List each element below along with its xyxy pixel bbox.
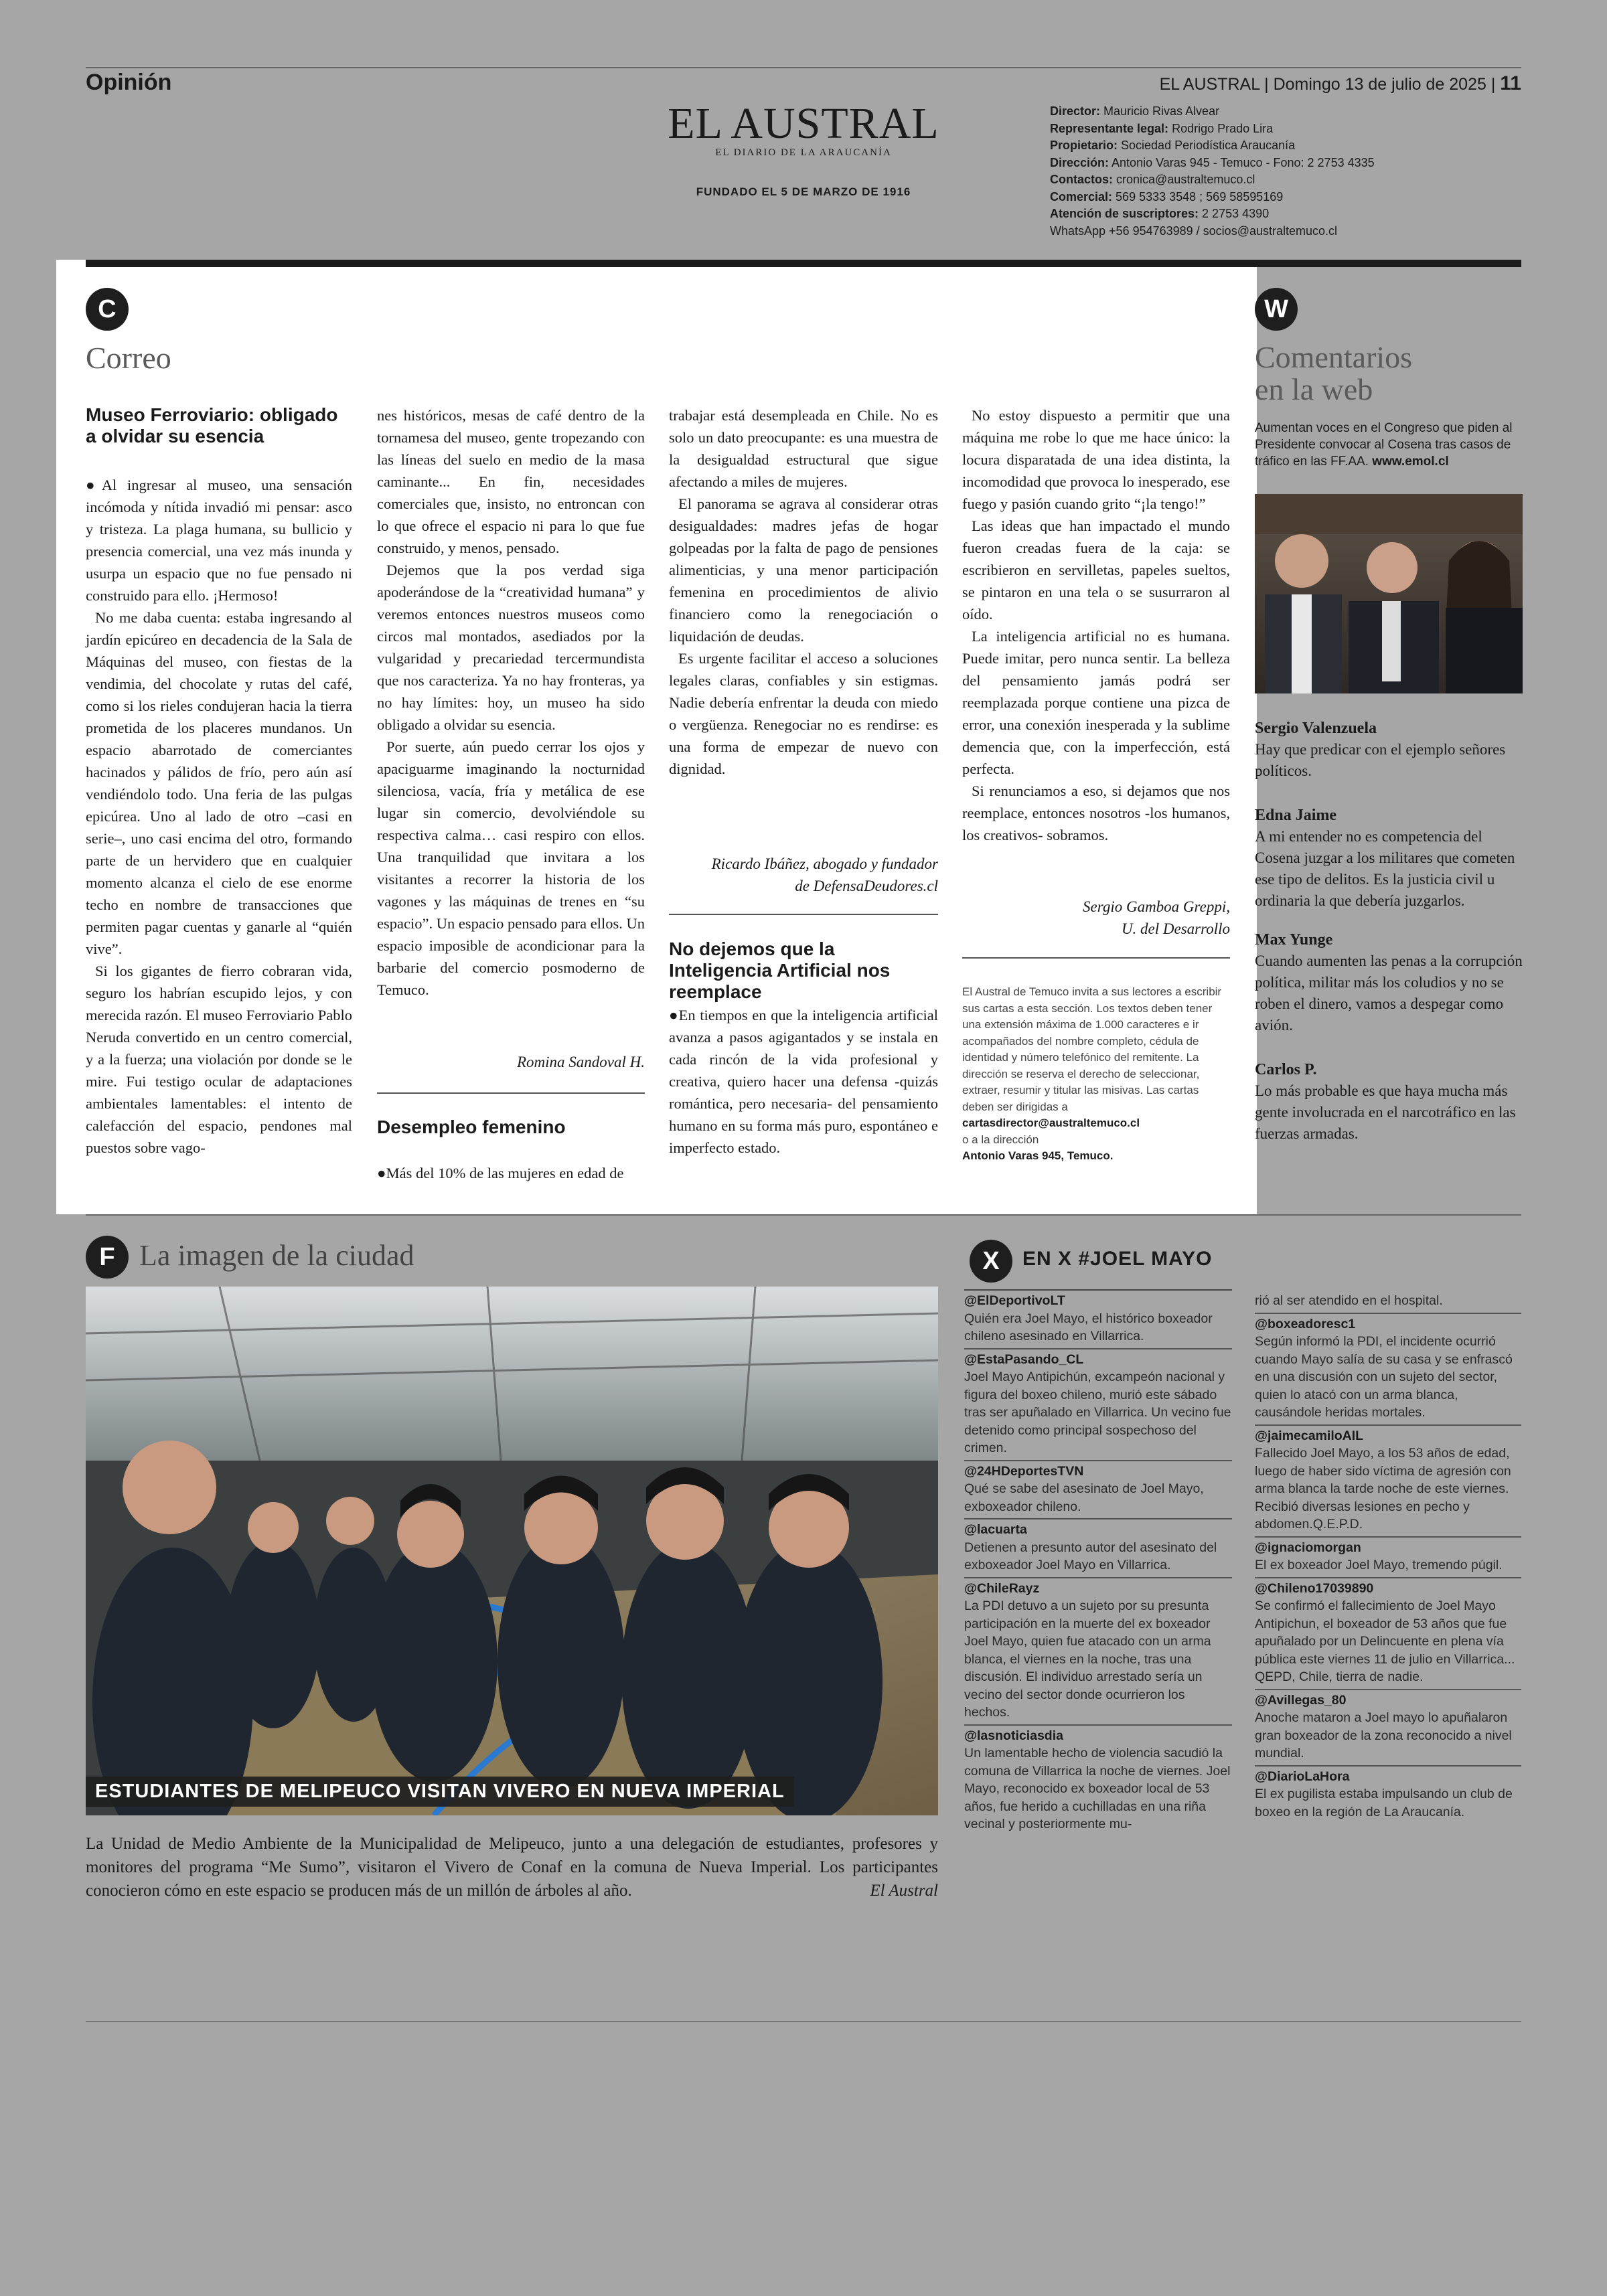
letter2-headline-box bbox=[377, 1117, 645, 1138]
letter1-signature: Romina Sandoval H. bbox=[516, 1054, 645, 1070]
letter1-paragraph: ●Al ingresar al museo, una sensación incómoda y nítida invadió mi pensar: asco y tristeza. La plaga humana, su bullicio y presencia comercial, una vez más inunda y usurpa un espacio que no fue pensado ni construido para ello. ¡Hermoso! bbox=[86, 477, 352, 604]
x-title: EN X #JOEL MAYO bbox=[1022, 1248, 1213, 1270]
web-intro bbox=[1255, 420, 1523, 470]
web-title-line: Comentarios bbox=[1255, 340, 1413, 374]
x-post-text: Quién era Joel Mayo, el histórico boxeador chileno asesinado en Villarrica. bbox=[964, 1311, 1213, 1343]
submission-note-text: El Austral de Temuco invita a sus lectores a escribir sus cartas a esta sección. Los textos deben tener una extensión máxima de 1.000 caracteres e ir acompañados del nombre completo, cédula de identidad y número telefónico del remitente. La dirección se reserva el derecho de seleccionar, extraer, resumir y titular las misivas. Las cartas deben ser dirigidas a bbox=[962, 985, 1222, 1113]
x-post-text: El ex boxeador Joel Mayo, tremendo púgil. bbox=[1255, 1558, 1503, 1572]
web-comment-author: Edna Jaime bbox=[1255, 807, 1337, 824]
letter1-paragraph: nes históricos, mesas de café dentro de la tornamesa del museo, gente tropezando con las líneas del suelo en medio de la masa caminante... En fin, necesidades comerciales que, insisto, no entroncan con lo que ofrece el espacio ni para lo que fue construido, y menos, pensado. bbox=[377, 407, 645, 556]
letter2-col3 bbox=[669, 404, 938, 780]
staff-label: Atención de suscriptores: bbox=[1050, 207, 1199, 220]
letter3-headline: No dejemos que la Inteligencia Artificial nos reemplace bbox=[669, 938, 891, 1002]
x-post-text: Qué se sabe del asesinato de Joel Mayo, exboxeador chileno. bbox=[964, 1481, 1204, 1514]
staff-line bbox=[1050, 103, 1375, 120]
submission-email[interactable]: cartasdirector@australtemuco.cl bbox=[962, 1117, 1140, 1129]
x-post bbox=[1255, 1314, 1521, 1426]
web-comment-author: Carlos P. bbox=[1255, 1061, 1317, 1078]
letter1-paragraph: Si los gigantes de fierro cobraran vida, seguro los habrían escupido lejos, y con merecida razón. El museo Ferroviario Pablo Neruda convertido en un centro comercial, y a la fuerza; una violación por donde se le mire. Fui testigo ocular de adaptaciones ambientales lamentables: el intento de calefacción del espacio, pendones mal puestos sobre vago- bbox=[86, 963, 352, 1156]
x-post-user[interactable]: @ignaciomorgan bbox=[1255, 1540, 1361, 1555]
staff-label: Representante legal: bbox=[1050, 121, 1169, 135]
staff-value: Mauricio Rivas Alvear bbox=[1100, 104, 1220, 118]
x-post-text: Un lamentable hecho de violencia sacudió la comuna de Villarrica la noche de viernes. Joel Mayo, reconocido ex boxeador local de 53 años, fue herido a cuchilladas en una riña vecinal y posteriormente mu- bbox=[964, 1746, 1231, 1831]
dateline: EL AUSTRAL | Domingo 13 de julio de 2025 | 11 bbox=[1159, 72, 1521, 94]
letter3-signature bbox=[962, 896, 1230, 940]
letter1-paragraph: No me daba cuenta: estaba ingresando al jardín epicúreo en decadencia de la Sala de Máquinas del museo, con fiestas de la vendimia, del chocolate y rutas del café, como si los rieles condujeran hacia la tierra prometida de los placeres mundanos. Un espacio abarrotado de comerciantes hacinados y pálidos de frío, pero aún así vendiéndolo todo. Una feria de las pulgas epicúrea. Uno al lado de otro –casi en serie–, uno casi encima del otro, formando parte de un hervidero que en cualquier momento alcanza el cielo de ese enorme techo en nombre de transacciones que permiten pagar cuentas y ganarle al “quién vive”. bbox=[86, 609, 352, 957]
web-title-line: en la web bbox=[1255, 372, 1373, 406]
x-post bbox=[1255, 1538, 1521, 1578]
submission-or: o a la dirección bbox=[962, 1133, 1039, 1146]
letter3-paragraph: Las ideas que han impactado el mundo fueron creadas fuera de la caja: se escribieron en servilletas, papeles sueltos, se pintaron en una tela o se susurraron al oído. bbox=[962, 517, 1230, 623]
x-post-user[interactable]: @lasnoticiasdia bbox=[964, 1728, 1063, 1743]
x-post bbox=[1255, 1426, 1521, 1538]
staff-value: Rodrigo Prado Lira bbox=[1168, 121, 1274, 135]
letter3-col3 bbox=[669, 1004, 938, 1159]
staff-value: 569 5333 3548 ; 569 58595169 bbox=[1112, 189, 1284, 203]
staff-value: Sociedad Periodística Araucanía bbox=[1118, 139, 1296, 152]
x-feed-right bbox=[1255, 1291, 1521, 1823]
staff-line bbox=[1050, 120, 1375, 138]
page-number: 11 bbox=[1500, 72, 1521, 94]
x-post-text: Fallecido Joel Mayo, a los 53 años de edad, luego de haber sido víctima de agresión con arma blanca la tarde noche de este viernes. Recibió diversas lesiones en pecho y abdomen.Q.E.P.D. bbox=[1255, 1446, 1511, 1532]
x-post bbox=[964, 1578, 1232, 1726]
x-post-user[interactable]: @ElDeportivoLT bbox=[964, 1293, 1065, 1308]
x-post-text: rió al ser atendido en el hospital. bbox=[1255, 1293, 1443, 1308]
x-post-user[interactable]: @24HDeportesTVN bbox=[964, 1463, 1084, 1479]
dateline-paper: EL AUSTRAL bbox=[1159, 75, 1260, 94]
x-post bbox=[964, 1726, 1232, 1836]
web-comment-text: Hay que predicar con el ejemplo señores políticos. bbox=[1255, 741, 1506, 779]
web-comment bbox=[1255, 805, 1523, 912]
letter3-col4 bbox=[962, 404, 1230, 846]
staff-value: WhatsApp +56 954763989 / socios@australtemuco.cl bbox=[1050, 224, 1338, 238]
web-comment bbox=[1255, 1059, 1523, 1145]
web-comment-text: A mi entender no es competencia del Cosena juzgar a los militares que cometen ese tipo de delitos. Es la justicia civil u ordinaria la que debería juzgarlos. bbox=[1255, 828, 1515, 909]
x-post-user[interactable]: @Avillegas_80 bbox=[1255, 1692, 1347, 1708]
correo-badge: C bbox=[86, 288, 129, 331]
letter3-paragraph: No estoy dispuesto a permitir que una máquina me robe lo que me hace único: la locura disparatada de una idea distinta, la incomodidad que provoca lo inesperado, ese fuego y pasión cuando grito “¡la tengo!” bbox=[962, 407, 1230, 512]
staff-value: 2 2753 4390 bbox=[1199, 207, 1270, 220]
staff-line bbox=[1050, 155, 1375, 172]
letter1-col2 bbox=[377, 404, 645, 1001]
x-post-user[interactable]: @EstaPasando_CL bbox=[964, 1351, 1084, 1367]
letter2-paragraph: ●Más del 10% de las mujeres en edad de bbox=[377, 1165, 624, 1181]
staff-value: Antonio Varas 945 - Temuco - Fono: 2 2753 4335 bbox=[1109, 155, 1375, 169]
web-badge: W bbox=[1255, 288, 1298, 331]
letter1-headline: Museo Ferroviario: obligado a olvidar su esencia bbox=[86, 404, 338, 446]
letter1-col1 bbox=[86, 404, 352, 1159]
web-comment-text: Lo más probable es que haya mucha más gente involucrada en el narcotráfico en las fuerzas armadas. bbox=[1255, 1082, 1516, 1142]
x-post-user[interactable]: @DiarioLaHora bbox=[1255, 1769, 1350, 1784]
ciudad-credit: El Austral bbox=[870, 1882, 938, 1900]
letter2-signature-line: Ricardo Ibáñez, abogado y fundador bbox=[711, 855, 938, 872]
correo-title: Correo bbox=[86, 341, 171, 375]
web-comment-author: Sergio Valenzuela bbox=[1255, 720, 1377, 737]
x-post-user[interactable]: @jaimecamiloAIL bbox=[1255, 1428, 1364, 1443]
submission-address: Antonio Varas 945, Temuco. bbox=[962, 1149, 1114, 1162]
x-post bbox=[964, 1291, 1232, 1349]
ciudad-photo bbox=[86, 1287, 938, 1815]
letter3-signature-line: Sergio Gamboa Greppi, bbox=[1083, 898, 1230, 915]
x-post-continued bbox=[1255, 1291, 1521, 1314]
dateline-date: Domingo 13 de julio de 2025 bbox=[1273, 75, 1486, 94]
x-post-text: Detienen a presunto autor del asesinato del exboxeador Joel Mayo en Villarrica. bbox=[964, 1540, 1217, 1572]
web-comment bbox=[1255, 718, 1523, 782]
founded-line: FUNDADO EL 5 DE MARZO DE 1916 bbox=[696, 185, 911, 198]
letter1-paragraph: Dejemos que la pos verdad siga apoderándose de la “creatividad humana” y veremos entonces nuestros museos como circos mal montados, asediados por la vulgaridad y precariedad tercermundista que nos caracteriza. Ya no hay fronteras, ya no hay límites: hoy, un museo ha sido obligado a olvidar su esencia. bbox=[377, 562, 645, 733]
x-feed-left bbox=[964, 1291, 1232, 1836]
staff-label: Director: bbox=[1050, 104, 1101, 118]
web-title bbox=[1255, 341, 1412, 406]
x-post-user[interactable]: @boxeadoresc1 bbox=[1255, 1316, 1356, 1331]
staff-line bbox=[1050, 223, 1375, 240]
staff-label: Propietario: bbox=[1050, 139, 1118, 152]
x-post bbox=[1255, 1767, 1521, 1824]
x-post-text: Se confirmó el fallecimiento de Joel Mayo Antipichun, el boxeador de 53 años que fue apuñalado por un Delincuente en plena vía pública este viernes 11 de julio en Villarrica... QEPD, Chile, tierra de nadie. bbox=[1255, 1598, 1515, 1684]
x-post bbox=[964, 1349, 1232, 1461]
web-comment bbox=[1255, 929, 1523, 1036]
web-comment-text: Cuando aumenten las penas a la corrupción política, militar más los coludios y no se roben el dinero, vamos a despegar como avión. bbox=[1255, 953, 1523, 1034]
web-intro-text: Aumentan voces en el Congreso que piden al Presidente convocar al Cosena tras casos de tráfico en las FF.AA. bbox=[1255, 421, 1513, 469]
x-post bbox=[964, 1520, 1232, 1578]
x-post bbox=[1255, 1578, 1521, 1690]
web-comment-author: Max Yunge bbox=[1255, 931, 1333, 949]
x-post bbox=[1255, 1690, 1521, 1767]
letter1-paragraph: Por suerte, aún puedo cerrar los ojos y apaciguarme imaginando la nocturnidad silenciosa, vacía, fría y metálica de ese lugar sin comercio, devolviéndole su respectiva calma… casi respiro con ellos. Una tranquilidad que invitara a los visitantes a recorrer la historia de los vagones y las máquinas de trenes en “su espacio”. Un espacio pensado para ellos. Un espacio imposible de acondicionar para la barbarie del comercio posmoderno de Temuco. bbox=[377, 738, 645, 998]
letter3-paragraph: La inteligencia artificial no es humana. Puede imitar, pero nunca sentir. La belleza del pensamiento jamás podrá ser reemplazada porque contiene una pizca de error, una conexión inesperada y la sublime demencia que, con la imperfección, está perfecta. bbox=[962, 628, 1230, 777]
x-post-user[interactable]: @ChileRayz bbox=[964, 1580, 1040, 1596]
staff-label: Contactos: bbox=[1050, 173, 1113, 186]
web-intro-site[interactable]: www.emol.cl bbox=[1372, 455, 1449, 469]
x-post bbox=[964, 1461, 1232, 1520]
photo-caption: ESTUDIANTES DE MELIPEUCO VISITAN VIVERO EN NUEVA IMPERIAL bbox=[86, 1777, 794, 1807]
letter2-headline: Desempleo femenino bbox=[377, 1117, 566, 1137]
staff-line bbox=[1050, 206, 1375, 223]
x-post-text: El ex pugilista estaba impulsando un club de boxeo en la región de La Araucanía. bbox=[1255, 1787, 1513, 1819]
letter3-headline-box bbox=[669, 938, 938, 1003]
letter3-signature-line: U. del Desarrollo bbox=[1121, 920, 1230, 937]
staff-line bbox=[1050, 137, 1375, 155]
web-photo bbox=[1255, 494, 1523, 693]
x-post-text: La PDI detuvo a un sujeto por su presunta participación en la muerte del ex boxeador Joel Mayo, quien fue atacado con un arma blanca, el viernes en la noche, tras una discusión. El individuo arrestado sería un vecino del sector donde ocurrieron los hechos. bbox=[964, 1598, 1211, 1720]
letter2-paragraph: trabajar está desempleada en Chile. No es solo un dato preocupante: es una muestra de la desigualdad estructural que sigue afectando a miles de mujeres. bbox=[669, 407, 938, 490]
letter2-signature bbox=[669, 853, 938, 897]
masthead-subtitle: EL DIARIO DE LA ARAUCANÍA bbox=[715, 147, 892, 158]
masthead-title: EL AUSTRAL bbox=[668, 99, 939, 148]
letter3-paragraph: Si renunciamos a eso, si dejamos que nos reemplace, entonces nosotros -los humanos, los creativos- sobramos. bbox=[962, 783, 1230, 843]
masthead bbox=[656, 99, 951, 199]
letter2-paragraph: Es urgente facilitar el acceso a soluciones legales claras, confiables y sin estigmas. Nadie debería enfrentar la deuda con miedo o vergüenza. Renegociar no es rendirse: es una forma de empezar de nuevo con dignidad. bbox=[669, 650, 938, 777]
submission-note bbox=[962, 984, 1227, 1165]
ciudad-text-body: La Unidad de Medio Ambiente de la Municipalidad de Melipeuco, junto a una delegación de estudiantes, profesores y monitores del programa “Me Sumo”, visitaron el Vivero de Conaf en la comuna de Nueva Imperial. Los participantes conocieron cómo en este espacio se producen más de un millón de árboles al año. bbox=[86, 1835, 938, 1900]
staff-line bbox=[1050, 171, 1375, 189]
letter2-paragraph: El panorama se agrava al considerar otras desigualdades: madres jefas de hogar golpeadas por la falta de pago de pensiones alimenticias, y una menor participación femenina en procedimientos de alivio financiero como la renegociación o liquidación de deudas. bbox=[669, 495, 938, 645]
ciudad-badge: F bbox=[86, 1236, 129, 1279]
staff-line bbox=[1050, 189, 1375, 206]
letter3-paragraph: ●En tiempos en que la inteligencia artificial avanza a pasos agigantados y se instala en cada rincón de la vida profesional y creativa, quiero hacer una defensa -quizás romántica, pero necesaria- del pensamiento humano en su forma más puro, espontáneo e imperfecto estado. bbox=[669, 1007, 938, 1156]
staff-label: Comercial: bbox=[1050, 189, 1113, 203]
x-post-text: Anoche mataron a Joel mayo lo apuñalaron gran boxeador de la zona reconocido a nivel mundial. bbox=[1255, 1710, 1512, 1760]
letter2-col2 bbox=[377, 1162, 645, 1184]
staff-value: cronica@australtemuco.cl bbox=[1113, 173, 1255, 186]
ciudad-title: La imagen de la ciudad bbox=[139, 1239, 414, 1272]
x-post-text: Joel Mayo Antipichún, excampeón nacional y figura del boxeo chileno, murió este sábado tras ser apuñalado en Villarrica. Un vecino fue detenido como principal sospechoso del crimen. bbox=[964, 1370, 1231, 1455]
letter2-signature-line: de DefensaDeudores.cl bbox=[795, 878, 938, 894]
web-comments bbox=[1255, 718, 1523, 1167]
x-post-user[interactable]: @lacuarta bbox=[964, 1522, 1027, 1537]
x-post-user[interactable]: @Chileno17039890 bbox=[1255, 1580, 1374, 1596]
staff-box bbox=[1050, 103, 1375, 240]
section-label: Opinión bbox=[86, 70, 172, 95]
x-badge: X bbox=[970, 1240, 1012, 1283]
ciudad-text bbox=[86, 1832, 938, 1902]
staff-label: Dirección: bbox=[1050, 155, 1109, 169]
x-post-text: Según informó la PDI, el incidente ocurrió cuando Mayo salía de su casa y se enfrascó en una discusión con un sujeto del sector, quien lo atacó con un arma blanca, causándole heridas mortales. bbox=[1255, 1334, 1513, 1420]
